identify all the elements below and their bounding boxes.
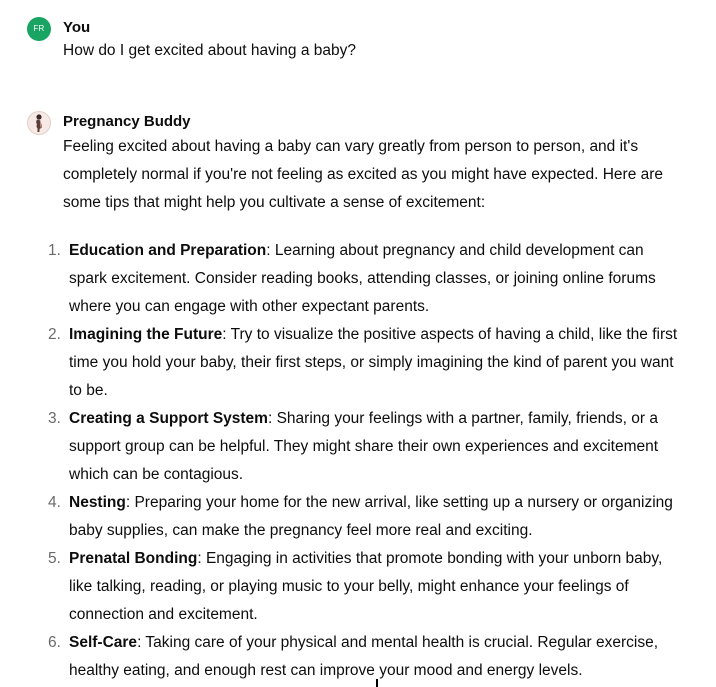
tip-text: : Taking care of your physical and mental health is crucial. Regular exercise, healthy eating, and enough rest can improve your mood and energy levels. [69,634,659,679]
tip-text: : Learning about pregnancy and child development can spark excitement. Consider reading books, attending classes, or joining online forums where you can engage with other expectant parents. [69,242,656,315]
assistant-name: Pregnancy Buddy [63,113,191,130]
tip-text: : Try to visualize the positive aspects of having a child, like the first time you hold your baby, their first steps, or simply imagining the kind of parent you want to be. [69,326,678,399]
list-number: 5. [48,550,61,567]
tip-title: Nesting [69,494,126,511]
pregnant-figure-icon [28,112,50,134]
list-number: 1. [48,242,61,259]
pregnancy-buddy-avatar-icon [27,111,51,135]
list-item [0,237,684,321]
text-cursor-icon [376,679,378,687]
tip-title: Self-Care [69,634,138,651]
list-item [0,629,684,685]
tips-list [0,237,700,685]
list-item [0,545,684,629]
list-number: 4. [48,494,61,511]
list-number: 2. [48,326,61,343]
list-number: 3. [48,410,61,427]
tip-text: : Engaging in activities that promote bonding with your unborn baby, like talking, reading, or playing music to your belly, might enhance your feelings of connection and excitement. [69,550,663,623]
tip-title: Education and Preparation [69,242,267,259]
list-item [0,405,684,489]
tip-title: Imagining the Future [69,326,223,343]
tip-text: : Sharing your feelings with a partner, family, friends, or a support group can be helpful. They might share their own experiences and excitement which can be contagious. [69,410,659,483]
list-number: 6. [48,634,61,651]
user-name: You [63,19,91,36]
tip-title: Creating a Support System [69,410,268,427]
tip-title: Prenatal Bonding [69,550,198,567]
user-message-text: How do I get excited about having a baby? [63,42,356,59]
list-item [0,321,684,405]
user-avatar: FR [27,17,51,41]
tip-text: : Preparing your home for the new arrival, like setting up a nursery or organizing baby supplies, can make the pregnancy feel more real and exciting. [69,494,673,539]
assistant-intro-text: Feeling excited about having a baby can vary greatly from person to person, and it's completely normal if you're not feeling as excited as you might have expected. Here are some tips that might help you cultivate a sense of excitement: [63,138,664,211]
list-item [0,489,684,545]
